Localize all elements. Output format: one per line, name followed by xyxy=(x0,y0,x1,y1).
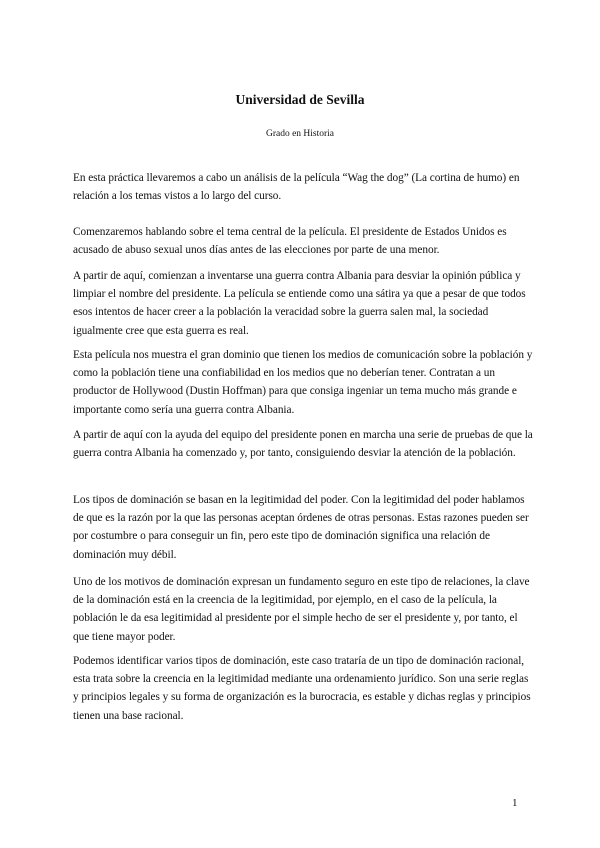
document-title: Universidad de Sevilla xyxy=(235,92,365,107)
page-number: 1 xyxy=(512,797,518,809)
document-subtitle: Grado en Historia xyxy=(265,129,335,139)
paragraph-2: Comenzaremos hablando sobre el tema central de la película. El presidente de Estados Unidos es acusado de abuso sexual unos días antes de las elecciones por parte de una menor. xyxy=(73,226,507,257)
paragraph-7: Uno de los motivos de dominación expresan un fundamento seguro en este tipo de relaciones, la clave de la dominación está en la creencia de la legitimidad, por ejemplo, en el caso de la película, la población le da esa legitimidad al presidente por el simple hecho de ser el presidente y, por tanto, el que tiene mayor poder. xyxy=(73,576,530,643)
paragraph-5: A partir de aquí con la ayuda del equipo del presidente ponen en marcha una serie de pruebas de que la guerra contra Albania ha comenzado y, por tanto, consiguiendo desviar la atención de la población. xyxy=(73,429,533,460)
paragraph-4: Esta película nos muestra el gran dominio que tienen los medios de comunicación sobre la población y como la población tiene una confiabilidad en los medios que no deberían tener. Contratan a un productor de Hollywood (Dustin Hoffman) para que consiga ingeniar un tema mucho más grande e importante como sería una guerra contra Albania. xyxy=(73,349,533,416)
paragraph-1: En esta práctica llevaremos a cabo un análisis de la película “Wag the dog” (La cortina de humo) en relación a los temas vistos a lo largo del curso. xyxy=(73,172,520,203)
paragraph-8: Podemos identificar varios tipos de dominación, este caso trataría de un tipo de dominación racional, esta trata sobre la creencia en la legitimidad mediante una ordenamiento jurídico. Son una serie reglas y principios legales y su forma de organización es la burocracia, es estable y dichas reglas y principios tienen una base racional. xyxy=(73,655,531,722)
paragraph-6: Los tipos de dominación se basan en la legitimidad del poder. Con la legitimidad del poder hablamos de que es la razón por la que las personas aceptan órdenes de otras personas. Estas razones pueden ser por costumbre o para conseguir un fin, pero este tipo de dominación significa una relación de dominación muy débil. xyxy=(73,494,529,561)
paragraph-3: A partir de aquí, comienzan a inventarse una guerra contra Albania para desviar la opinión pública y limpiar el nombre del presidente. La película se entiende como una sátira ya que a pesar de que todos esos intentos de hacer creer a la población la veracidad sobre la guerra salen mal, la sociedad igualmente cree que esta guerra es real. xyxy=(73,270,526,337)
